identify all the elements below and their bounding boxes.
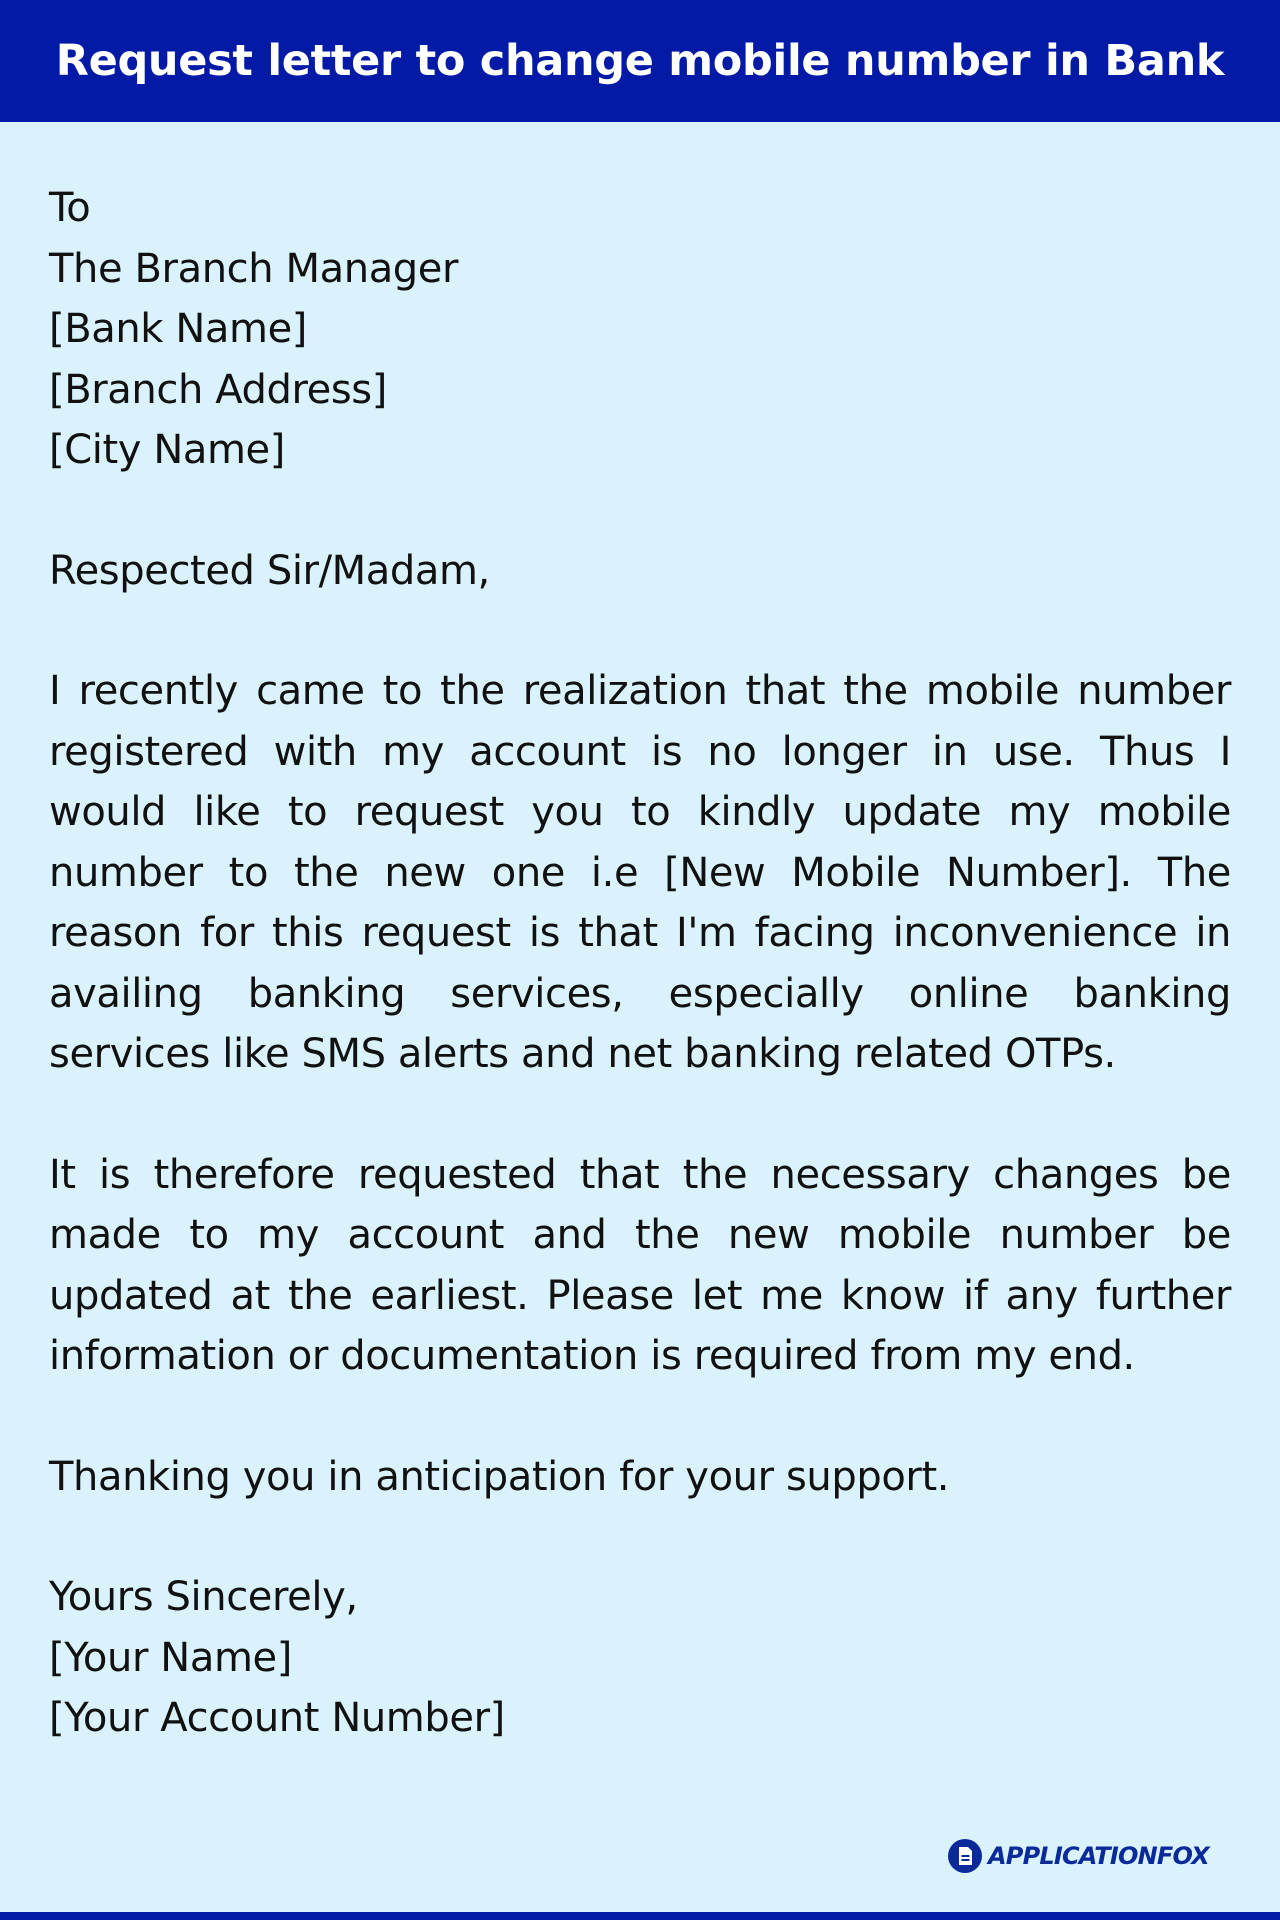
body-paragraph-2: It is therefore requested that the necessary changes be made to my account and the new mobile number be updated at the earliest. Please let me know if any further information or documentation is required from my end.: [49, 1151, 1231, 1379]
closing-line-block: [49, 1447, 1231, 1508]
brand-logo: [948, 1836, 1209, 1876]
address-city: [City Name]: [49, 427, 285, 473]
address-recipient: The Branch Manager: [49, 245, 459, 292]
address-block: [49, 178, 1231, 481]
signature-account: [Your Account Number]: [49, 1695, 505, 1741]
page-title: Request letter to change mobile number in Bank: [55, 36, 1225, 86]
signature-name: [Your Name]: [49, 1634, 292, 1681]
address-to: To: [49, 185, 91, 231]
body-paragraph-1: I recently came to the realization that the mobile number registered with my account is no longer in use. Thus I would like to request you to kindly update my mobile number to the new one i.e [New Mobile Number]. The reason for this request is that I'm facing inconvenience in availing banking services, especially online banking services like SMS alerts and net banking related OTPs.: [49, 668, 1231, 1077]
letter-body: [49, 178, 1231, 1749]
signature-block: [49, 1567, 1231, 1749]
brand-name: APPLICATIONFOX: [988, 1842, 1209, 1870]
bottom-bar: [0, 1912, 1280, 1920]
header-banner: [0, 0, 1280, 122]
salutation: Respected Sir/Madam,: [49, 547, 490, 594]
address-bank-name: [Bank Name]: [49, 306, 308, 352]
document-icon: [948, 1839, 982, 1873]
address-branch-address: [Branch Address]: [49, 366, 387, 413]
signature-closing: Yours Sincerely,: [49, 1574, 358, 1620]
salutation-block: [49, 541, 1231, 602]
closing-line: Thanking you in anticipation for your support.: [49, 1453, 950, 1500]
